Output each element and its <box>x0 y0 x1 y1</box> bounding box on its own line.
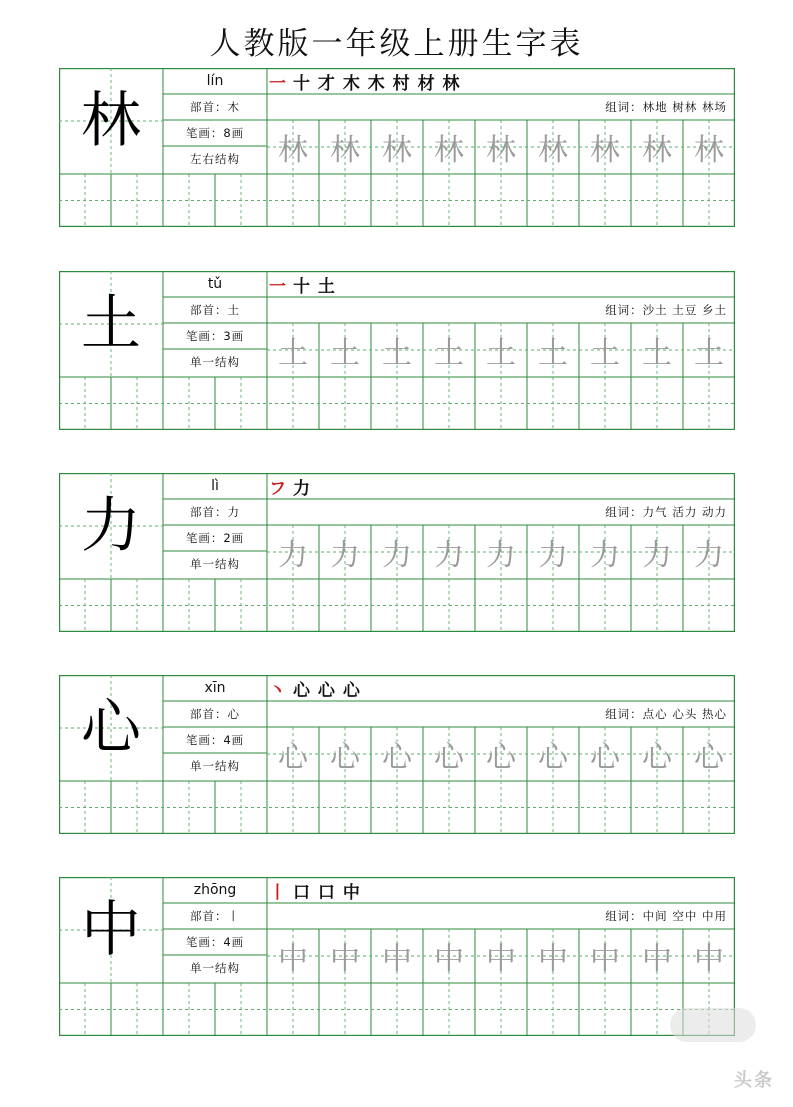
trace-character: 中 <box>278 942 308 977</box>
trace-character: 土 <box>382 336 412 371</box>
stroke-order-steps: 心 心 心 <box>293 680 361 701</box>
stroke-order <box>269 271 336 297</box>
trace-character: 林 <box>642 133 672 168</box>
pinyin: tǔ <box>207 276 223 292</box>
radical-label: 部首：心 <box>190 707 240 721</box>
stroke-order-steps: 力 <box>293 478 311 499</box>
trace-character: 中 <box>434 942 464 977</box>
stroke-order-first: フ <box>269 478 287 499</box>
character-block <box>59 675 735 834</box>
page-title: 人教版一年级上册生字表 <box>209 26 584 62</box>
trace-character: 林 <box>330 133 360 168</box>
watermark <box>552 1065 774 1093</box>
stroke-count-label: 笔画：3画 <box>185 329 245 343</box>
trace-character: 中 <box>330 942 360 977</box>
word-examples: 组词：中间 空中 中用 <box>605 909 727 923</box>
trace-character: 力 <box>330 538 360 573</box>
trace-character: 土 <box>330 336 360 371</box>
watermark-text: 头条 <box>734 1070 774 1091</box>
trace-character: 力 <box>278 538 308 573</box>
trace-character: 力 <box>590 538 620 573</box>
trace-character: 土 <box>590 336 620 371</box>
character-block <box>59 271 735 430</box>
main-character: 力 <box>81 491 141 561</box>
radical-label: 部首：木 <box>190 100 240 114</box>
main-character: 心 <box>81 693 141 763</box>
character-block <box>59 473 735 632</box>
trace-character: 土 <box>278 336 308 371</box>
word-examples: 组词：沙土 土豆 乡土 <box>605 303 727 317</box>
trace-character: 中 <box>486 942 516 977</box>
trace-character: 心 <box>486 740 516 775</box>
trace-character: 林 <box>486 133 516 168</box>
stroke-order-steps: 十 才 木 木 村 材 林 <box>293 73 461 94</box>
stroke-count-label: 笔画：8画 <box>185 126 245 140</box>
stroke-order-first: 一 <box>269 73 287 94</box>
radical-label: 部首：土 <box>190 303 240 317</box>
trace-character: 心 <box>538 740 568 775</box>
trace-character: 土 <box>538 336 568 371</box>
trace-character: 力 <box>694 538 724 573</box>
stroke-order <box>269 675 361 701</box>
stroke-count-label: 笔画：4画 <box>185 733 245 747</box>
structure-label: 单一结构 <box>190 557 240 571</box>
main-character: 中 <box>81 895 141 965</box>
pinyin: lín <box>206 73 224 89</box>
trace-character: 心 <box>278 740 308 775</box>
stroke-order <box>269 473 311 499</box>
pinyin: xīn <box>204 680 226 696</box>
structure-label: 单一结构 <box>190 961 240 975</box>
trace-character: 力 <box>538 538 568 573</box>
pinyin: lì <box>211 478 219 494</box>
trace-character: 中 <box>382 942 412 977</box>
trace-character: 心 <box>590 740 620 775</box>
stroke-count-label: 笔画：4画 <box>185 935 245 949</box>
trace-character: 心 <box>382 740 412 775</box>
trace-character: 土 <box>694 336 724 371</box>
character-block <box>59 877 735 1036</box>
trace-character: 林 <box>694 133 724 168</box>
stroke-order <box>269 68 461 94</box>
trace-character: 中 <box>694 942 724 977</box>
word-examples: 组词：力气 活力 动力 <box>605 505 727 519</box>
trace-character: 土 <box>642 336 672 371</box>
trace-character: 林 <box>434 133 464 168</box>
word-examples: 组词：林地 树林 林场 <box>605 100 727 114</box>
trace-character: 林 <box>538 133 568 168</box>
pinyin: zhōng <box>193 882 237 898</box>
trace-character: 中 <box>642 942 672 977</box>
main-character: 林 <box>81 86 141 156</box>
trace-character: 林 <box>590 133 620 168</box>
trace-character: 中 <box>538 942 568 977</box>
stroke-order-first: 一 <box>269 276 287 297</box>
radical-label: 部首：丨 <box>190 909 240 923</box>
stroke-order-steps: 十 土 <box>293 276 336 297</box>
structure-label: 单一结构 <box>190 355 240 369</box>
trace-character: 林 <box>278 133 308 168</box>
trace-character: 心 <box>694 740 724 775</box>
trace-character: 中 <box>590 942 620 977</box>
trace-character: 力 <box>486 538 516 573</box>
stroke-count-label: 笔画：2画 <box>185 531 245 545</box>
trace-character: 心 <box>642 740 672 775</box>
trace-character: 心 <box>434 740 464 775</box>
structure-label: 单一结构 <box>190 759 240 773</box>
trace-character: 力 <box>382 538 412 573</box>
trace-character: 心 <box>330 740 360 775</box>
stroke-order <box>269 877 361 903</box>
trace-character: 力 <box>642 538 672 573</box>
trace-character: 土 <box>434 336 464 371</box>
trace-character: 土 <box>486 336 516 371</box>
word-examples: 组词：点心 心头 热心 <box>605 707 727 721</box>
trace-character: 力 <box>434 538 464 573</box>
character-block <box>59 68 735 227</box>
trace-character: 林 <box>382 133 412 168</box>
main-character: 土 <box>81 289 141 359</box>
structure-label: 左右结构 <box>190 152 240 166</box>
radical-label: 部首：力 <box>190 505 240 519</box>
stroke-order-first: 丶 <box>269 680 287 701</box>
stroke-order-steps: 口 口 中 <box>293 882 361 903</box>
watermark-badge <box>670 1008 756 1042</box>
stroke-order-first: 丨 <box>269 882 287 903</box>
